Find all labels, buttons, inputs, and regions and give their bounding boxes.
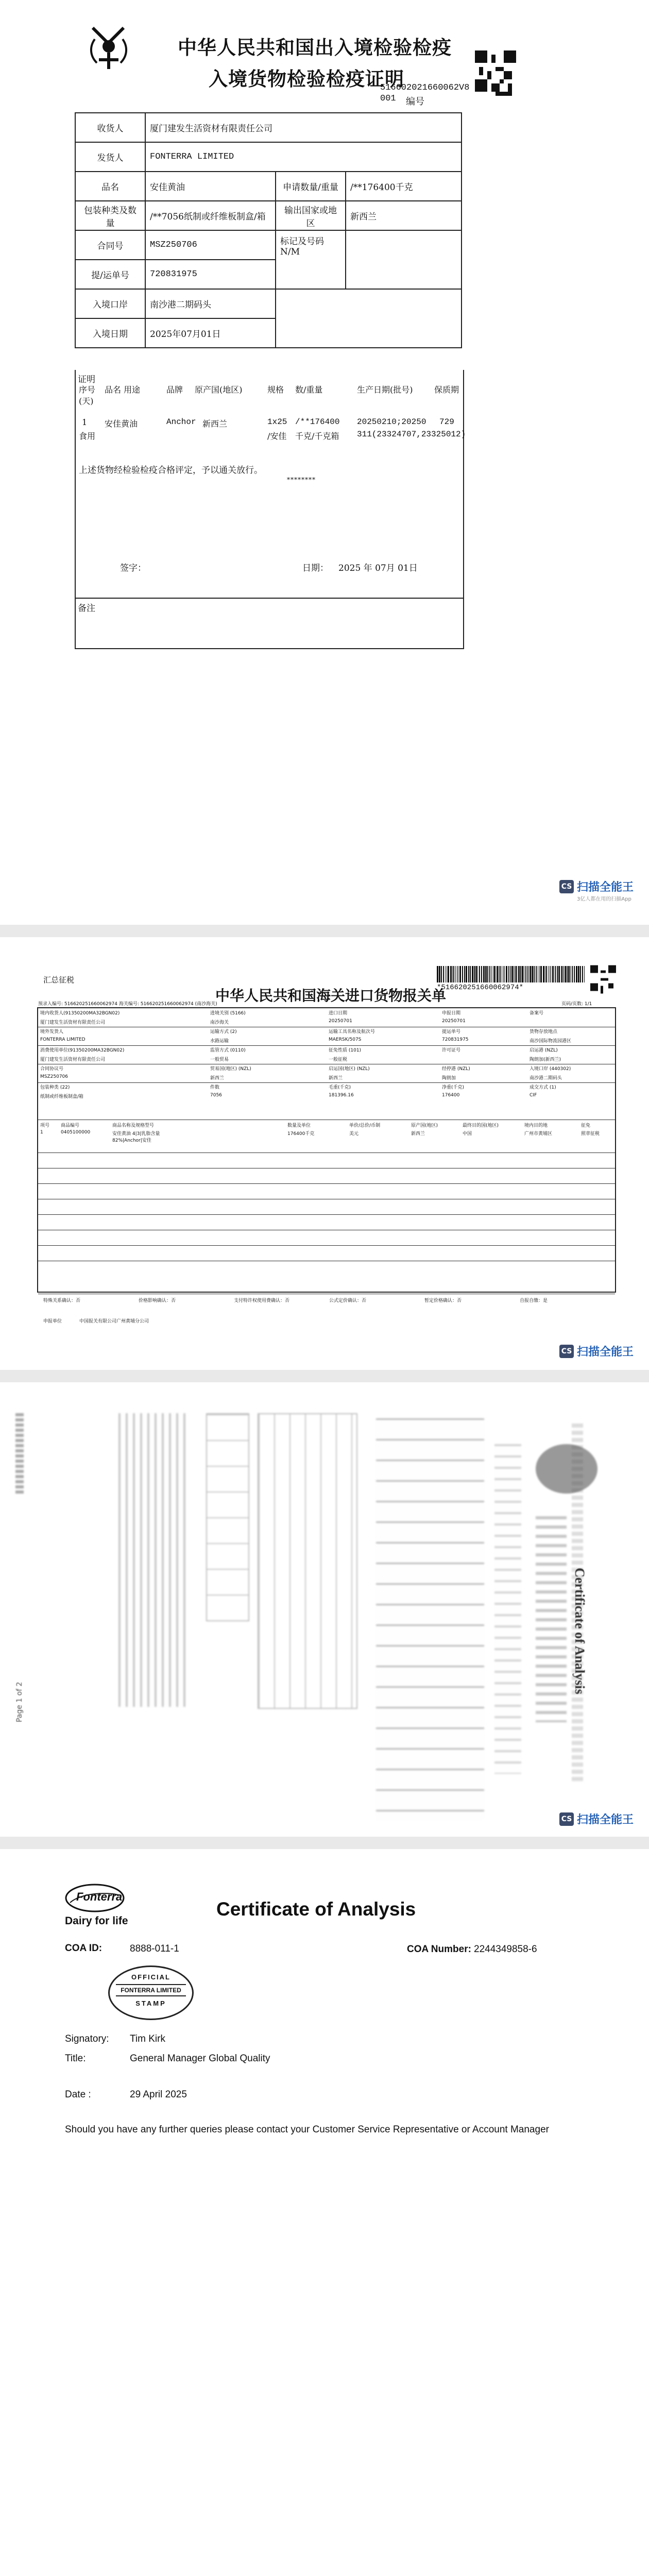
goods-cell: 0405100000 xyxy=(61,1130,91,1135)
goods-header-cell: 境内目的地 xyxy=(524,1123,548,1128)
barcode-bar xyxy=(452,966,453,982)
declaration-field-value: 7056 xyxy=(210,1093,222,1098)
barcode-bar xyxy=(487,966,488,982)
evidence-cell: 安佳黄油 xyxy=(105,419,138,429)
receiver-value: 厦门建发生活资材有限责任公司 xyxy=(145,113,462,142)
remark-label: 备注 xyxy=(78,603,95,614)
origin-label: 输出国家或地区 xyxy=(276,201,346,230)
rotated-page-label: Page 1 of 2 xyxy=(15,1682,24,1722)
barcode-bar xyxy=(489,966,490,982)
summary-label: 汇总征税 xyxy=(43,975,75,985)
barcode-bar xyxy=(584,966,585,982)
declaration-field-value: 南沙港二期码头 xyxy=(530,1076,562,1081)
declaration-field-value: 南沙国际物流园港区 xyxy=(530,1039,572,1044)
title-value: General Manager Global Quality xyxy=(130,2053,270,2064)
scanner-logo-icon: CS xyxy=(559,880,574,893)
bl-label: 提/运单号 xyxy=(75,260,145,289)
barcode-bar xyxy=(483,966,485,982)
barcode-bar xyxy=(504,966,505,982)
evidence-cell: 1 xyxy=(82,417,88,427)
barcode-bar xyxy=(518,966,520,982)
barcode-bar xyxy=(437,966,438,982)
barcode-bar xyxy=(520,966,521,982)
page-coa-rotated xyxy=(0,1382,649,1837)
evidence-cell: 1x25 xyxy=(267,417,287,427)
declaration-field-label: 境内收货人(91350200MA32BGN02) xyxy=(40,1011,120,1016)
coa-id-label: COA ID: xyxy=(65,1943,103,1954)
declaration-field-value: 新西兰 xyxy=(210,1076,225,1081)
evidence-cell: 729 xyxy=(439,417,454,427)
barcode-bar xyxy=(540,966,542,982)
barcode-bar xyxy=(530,966,531,982)
rotated-coa-title: Certificate of Analysis xyxy=(572,1568,587,1694)
barcode-bar xyxy=(510,966,511,982)
scanner-logo-icon: CS xyxy=(559,1812,574,1826)
declaration-field-label: 消费使用单位(91350200MA32BGN02) xyxy=(40,1048,125,1053)
barcode-bar xyxy=(494,966,496,982)
scanner-sub: 3亿人都在用的扫描App xyxy=(577,896,631,902)
barcode-bar xyxy=(534,966,535,982)
declaration-confirm-label: 公式定价确认：否 xyxy=(329,1298,367,1303)
declarant-label: 申报单位 xyxy=(43,1319,62,1324)
evidence-cell: 千克/千克箱 xyxy=(295,431,339,441)
evidence-statement: 上述货物经检验检疫合格评定，予以通关放行。 xyxy=(79,465,263,476)
goods-header-cell: 商品编号 xyxy=(61,1123,80,1128)
evidence-cell: 食用 xyxy=(79,431,96,441)
evidence-cell: Anchor xyxy=(166,417,196,427)
declaration-field-value: 陶朗加(新西兰) xyxy=(530,1057,561,1062)
scanner-brand: 扫描全能王 xyxy=(577,1814,634,1826)
barcode-bar xyxy=(455,966,456,982)
barcode-bar xyxy=(568,966,570,982)
barcode-bar xyxy=(578,966,579,982)
declaration-field-label: 包装种类 (22) xyxy=(40,1085,70,1090)
page-inspection-certificate xyxy=(0,0,649,925)
declaration-field-label: 备案号 xyxy=(530,1011,544,1016)
barcode-bar xyxy=(453,966,454,982)
barcode-bar xyxy=(462,966,463,982)
declaration-field-value: 20250701 xyxy=(442,1019,466,1024)
port-value: 南沙港二期码头 xyxy=(145,289,276,318)
barcode-bar xyxy=(546,966,547,982)
barcode-bar xyxy=(475,966,477,982)
coa-number-value: 2244349858-6 xyxy=(474,1944,537,1955)
grid-line xyxy=(38,1082,615,1083)
qr-code-icon xyxy=(475,49,516,97)
barcode-bar xyxy=(543,966,544,982)
barcode-bar xyxy=(506,966,507,982)
sender-label: 发货人 xyxy=(75,142,145,172)
scanner-watermark xyxy=(559,1811,634,1827)
barcode-bar xyxy=(580,966,581,982)
evidence-header-cell: 保质期 xyxy=(434,385,459,395)
evidence-header-cell: 品名 用途 xyxy=(105,385,141,395)
declaration-meta: 预录入编号: 516620251660062974 海关编号: 516620251660062974 (南沙海关) xyxy=(38,1002,217,1007)
page-customs-declaration xyxy=(0,937,649,1370)
barcode-bar xyxy=(466,966,467,982)
barcode-bar xyxy=(515,966,516,982)
declaration-field-value: 176400 xyxy=(442,1093,460,1098)
page-coa-signature xyxy=(0,1849,649,2576)
barcode-bar xyxy=(576,966,577,982)
barcode-bar xyxy=(474,966,475,982)
remark-section xyxy=(75,598,464,649)
declaration-confirm-label: 暂定价格确认：否 xyxy=(424,1298,462,1303)
barcode-bar xyxy=(472,966,473,982)
barcode-bar xyxy=(522,966,523,982)
barcode-bar xyxy=(516,966,517,982)
barcode-icon xyxy=(437,966,586,982)
page-status: 页码/页数: 1/1 xyxy=(561,1002,592,1007)
goods-cell: 安佳黄油 4|3|乳脂含量82%|Anchor|安佳 xyxy=(112,1131,160,1143)
declaration-field-label: 启运国(地区) (NZL) xyxy=(329,1066,370,1072)
barcode-bar xyxy=(477,966,478,982)
evidence-cell: /安佳 xyxy=(267,431,287,441)
goods-header-cell: 数量及单位 xyxy=(287,1123,311,1128)
date-label: Date : xyxy=(65,2089,91,2100)
declaration-field-label: 进口日期 xyxy=(329,1011,348,1016)
barcode-bar xyxy=(570,966,571,982)
barcode-bar xyxy=(561,966,562,982)
declaration-field-value: 一般征税 xyxy=(329,1057,348,1062)
declaration-field-value: 厦门建发生活资材有限责任公司 xyxy=(40,1057,106,1062)
declaration-field-label: 启运港 (NZL) xyxy=(530,1048,558,1053)
declaration-field-label: 申报日期 xyxy=(442,1011,461,1016)
barcode-bar xyxy=(574,966,575,982)
declared-qty-label: 申请数量/重量 xyxy=(276,172,346,201)
grid-line xyxy=(38,1183,615,1184)
barcode-bar xyxy=(491,966,492,982)
evidence-header-cell: 数/重量 xyxy=(295,385,323,395)
declaration-field-value: 一般贸易 xyxy=(210,1057,229,1062)
goods-cell: 176400千克 xyxy=(287,1131,315,1137)
qr-code-icon xyxy=(590,965,616,994)
declaration-field-label: 提运单号 xyxy=(442,1029,461,1035)
scanner-watermark xyxy=(559,878,634,902)
barcode-bar xyxy=(558,966,560,982)
certificate-form-table xyxy=(75,112,462,348)
certificate-number-label: 编号 xyxy=(406,96,424,107)
stamp-bottom-text: STAMP xyxy=(135,1999,166,2007)
barcode-bar xyxy=(459,966,461,982)
barcode-bar xyxy=(555,966,556,982)
stars-line: ******** xyxy=(287,476,316,483)
declaration-field-value: 陶朗加 xyxy=(442,1076,456,1081)
scanner-brand: 扫描全能王 xyxy=(577,1346,634,1359)
certificate-number: 516602021660062V8001 xyxy=(380,83,470,104)
barcode-bar xyxy=(464,966,465,982)
page-separator xyxy=(0,1370,649,1382)
contract-label: 合同号 xyxy=(75,230,145,260)
declared-qty-value: /**176400千克 xyxy=(346,172,462,201)
declaration-field-value: FONTERRA LIMITED xyxy=(40,1037,86,1042)
sign-date-label: 日期： xyxy=(302,563,329,573)
title-label: Title: xyxy=(65,2053,86,2064)
declaration-field-value: 新西兰 xyxy=(329,1076,343,1081)
barcode-bar xyxy=(508,966,509,982)
declaration-field-label: 经停港 (NZL) xyxy=(442,1066,470,1072)
declaration-field-value: 720831975 xyxy=(442,1037,469,1042)
declaration-field-label: 境外发货人 xyxy=(40,1029,64,1035)
barcode-bar xyxy=(548,966,549,982)
barcode-bar xyxy=(552,966,554,982)
evidence-cell: 新西兰 xyxy=(202,419,228,429)
brand-name: Fonterra xyxy=(76,1890,123,1903)
declaration-field-value: 181396.16 xyxy=(329,1093,354,1098)
declaration-field-label: 运输工具名称及航次号 xyxy=(329,1029,375,1035)
barcode-bar xyxy=(557,966,558,982)
goods-cell: 照章征税 xyxy=(581,1131,600,1137)
page-separator xyxy=(0,925,649,937)
declaration-field-value: 南沙海关 xyxy=(210,1020,229,1025)
barcode-bar xyxy=(470,966,471,982)
barcode-bar xyxy=(445,966,446,982)
barcode-bar xyxy=(582,966,583,982)
evidence-cell: 311(23324707,23325012) xyxy=(357,430,466,439)
declaration-field-value: 水路运输 xyxy=(210,1039,229,1044)
declaration-field-value: CIF xyxy=(530,1093,537,1098)
barcode-bar xyxy=(567,966,568,982)
evidence-header-cell: 品牌 xyxy=(166,385,183,395)
sign-label: 签字： xyxy=(120,563,146,573)
certificate-title-line1: 中华人民共和国出入境检验检疫 xyxy=(178,36,452,59)
declaration-confirm-label: 特殊关系确认：否 xyxy=(43,1298,81,1303)
barcode-bar xyxy=(439,966,440,982)
barcode-bar xyxy=(441,966,442,982)
goods-cell: 广州市黄埔区 xyxy=(524,1131,553,1137)
declaration-confirm-label: 自报自缴：是 xyxy=(520,1298,548,1303)
barcode-text: *516620251660062974* xyxy=(437,984,524,992)
barcode-bar xyxy=(536,966,537,982)
inspection-emblem-icon xyxy=(88,24,130,71)
goods-cell: 新西兰 xyxy=(411,1131,425,1137)
evidence-header-cell: 生产日期(批号) xyxy=(357,385,413,395)
coa-id-value: 8888-011-1 xyxy=(130,1943,179,1954)
scanner-watermark xyxy=(559,1343,634,1359)
barcode-bar xyxy=(479,966,480,982)
barcode-bar xyxy=(450,966,452,982)
barcode-bar xyxy=(500,966,501,982)
origin-value: 新西兰 xyxy=(346,201,462,230)
evidence-cell: 20250210;20250 xyxy=(357,417,426,427)
barcode-bar xyxy=(443,966,444,982)
declaration-field-label: 入境口岸 (440302) xyxy=(530,1066,571,1072)
queries-text: Should you have any further queries please contact your Customer Service Representative or Account Manager xyxy=(65,2124,549,2135)
goods-header-cell: 单价/总价/币制 xyxy=(349,1123,381,1128)
declaration-field-label: 运输方式 (2) xyxy=(210,1029,237,1035)
packing-value: /**7056纸制或纤维板制盒/箱 xyxy=(145,201,276,230)
barcode-bar xyxy=(485,966,487,982)
packing-label: 包装种类及数量 xyxy=(75,201,145,230)
product-value: 安佳黄油 xyxy=(145,172,276,201)
goods-header-cell: 征免 xyxy=(581,1123,591,1128)
certificate-title-line2: 入境货物检验检疫证明 xyxy=(209,67,404,90)
goods-cell: 中国 xyxy=(463,1131,472,1137)
barcode-bar xyxy=(572,966,573,982)
declaration-field-label: 合同协议号 xyxy=(40,1066,64,1072)
barcode-bar xyxy=(481,966,482,982)
goods-header-cell: 最终目的国(地区) xyxy=(463,1123,499,1128)
stamp-top-text: OFFICIAL xyxy=(131,1973,170,1981)
page-separator xyxy=(0,1837,649,1849)
signatory-label: Signatory: xyxy=(65,2033,109,2044)
declaration-field-label: 件数 xyxy=(210,1085,220,1090)
evidence-header-cell: 规格 xyxy=(267,385,284,395)
declaration-field-label: 监管方式 (0110) xyxy=(210,1048,246,1053)
declaration-confirm-label: 支付特许权使用费确认：否 xyxy=(234,1298,290,1303)
declaration-field-value: MAERSK/507S xyxy=(329,1037,362,1042)
marks-label: 标记及号码 xyxy=(280,236,324,247)
declaration-field-label: 净重(千克) xyxy=(442,1085,465,1090)
sender-value: FONTERRA LIMITED xyxy=(145,142,462,172)
declaration-field-label: 毛重(千克) xyxy=(329,1085,351,1090)
declaration-grid xyxy=(37,1007,616,1324)
contract-value: MSZ250706 xyxy=(145,230,276,260)
declaration-field-value: 纸制或纤维板制盒/箱 xyxy=(40,1094,84,1099)
grid-line xyxy=(38,1045,615,1046)
evidence-header-cell: 序号(天) xyxy=(79,385,96,406)
product-label: 品名 xyxy=(75,172,145,201)
barcode-bar xyxy=(512,966,514,982)
barcode-bar xyxy=(527,966,528,982)
barcode-bar xyxy=(468,966,469,982)
barcode-bar xyxy=(539,966,540,982)
declaration-title: 中华人民共和国海关进口货物报关单 xyxy=(215,987,447,1004)
goods-header-cell: 原产国(地区) xyxy=(411,1123,438,1128)
declaration-field-value: 20250701 xyxy=(329,1019,352,1024)
signatory-value: Tim Kirk xyxy=(130,2033,165,2044)
declaration-field-label: 许可证号 xyxy=(442,1048,461,1053)
rotated-coa-document xyxy=(0,1382,649,1837)
declaration-field-label: 进境关别 (5166) xyxy=(210,1011,246,1016)
declaration-field-label: 货物存放地点 xyxy=(530,1029,558,1035)
declaration-field-label: 贸易国(地区) (NZL) xyxy=(210,1066,251,1072)
barcode-bar xyxy=(562,966,563,982)
declaration-field-label: 成交方式 (1) xyxy=(530,1085,556,1090)
grid-line xyxy=(38,1245,615,1246)
goods-cell: 1 xyxy=(40,1130,43,1135)
goods-cell: 美元 xyxy=(349,1131,359,1137)
marks-value: N/M xyxy=(280,247,300,257)
grid-line xyxy=(38,1214,615,1215)
declaration-field-label: 征免性质 (101) xyxy=(329,1048,362,1053)
goods-header-cell: 商品名称及规格型号 xyxy=(112,1123,155,1128)
barcode-bar xyxy=(503,966,504,982)
evidence-header-cell: 原产国(地区) xyxy=(195,385,243,395)
declaration-confirm-label: 价格影响确认：否 xyxy=(139,1298,176,1303)
evidence-cell: /**176400 xyxy=(295,417,340,427)
date-value: 29 April 2025 xyxy=(130,2089,187,2100)
scanner-logo-icon: CS xyxy=(559,1345,574,1358)
declaration-field-value: MSZ250706 xyxy=(40,1074,68,1079)
port-label: 入境口岸 xyxy=(75,289,145,318)
barcode-bar xyxy=(525,966,526,982)
evidence-section xyxy=(75,370,464,599)
date-label: 入境日期 xyxy=(75,318,145,348)
evidence-label: 证明 xyxy=(78,375,95,385)
barcode-bar xyxy=(565,966,566,982)
barcode-bar xyxy=(532,966,533,982)
sign-date-value: 2025 年 07月 01日 xyxy=(338,563,418,573)
stamp-mid-text: FONTERRA LIMITED xyxy=(116,1984,186,1996)
bl-value: 720831975 xyxy=(145,260,276,289)
brand-tagline: Dairy for life xyxy=(65,1915,128,1927)
official-stamp xyxy=(108,1965,194,2020)
coa-title: Certificate of Analysis xyxy=(216,1899,416,1920)
goods-header-cell: 项号 xyxy=(40,1123,50,1128)
declarant-value: 中国报关有限公司广州黄埔分公司 xyxy=(79,1319,149,1324)
barcode-bar xyxy=(448,966,449,982)
date-value: 2025年07月01日 xyxy=(145,318,276,348)
receiver-label: 收货人 xyxy=(75,113,145,142)
scanner-brand: 扫描全能王 xyxy=(577,881,634,894)
declaration-field-value: 厦门建发生活资材有限责任公司 xyxy=(40,1020,106,1025)
barcode-bar xyxy=(497,966,498,982)
coa-number-label: COA Number: xyxy=(407,1944,471,1955)
